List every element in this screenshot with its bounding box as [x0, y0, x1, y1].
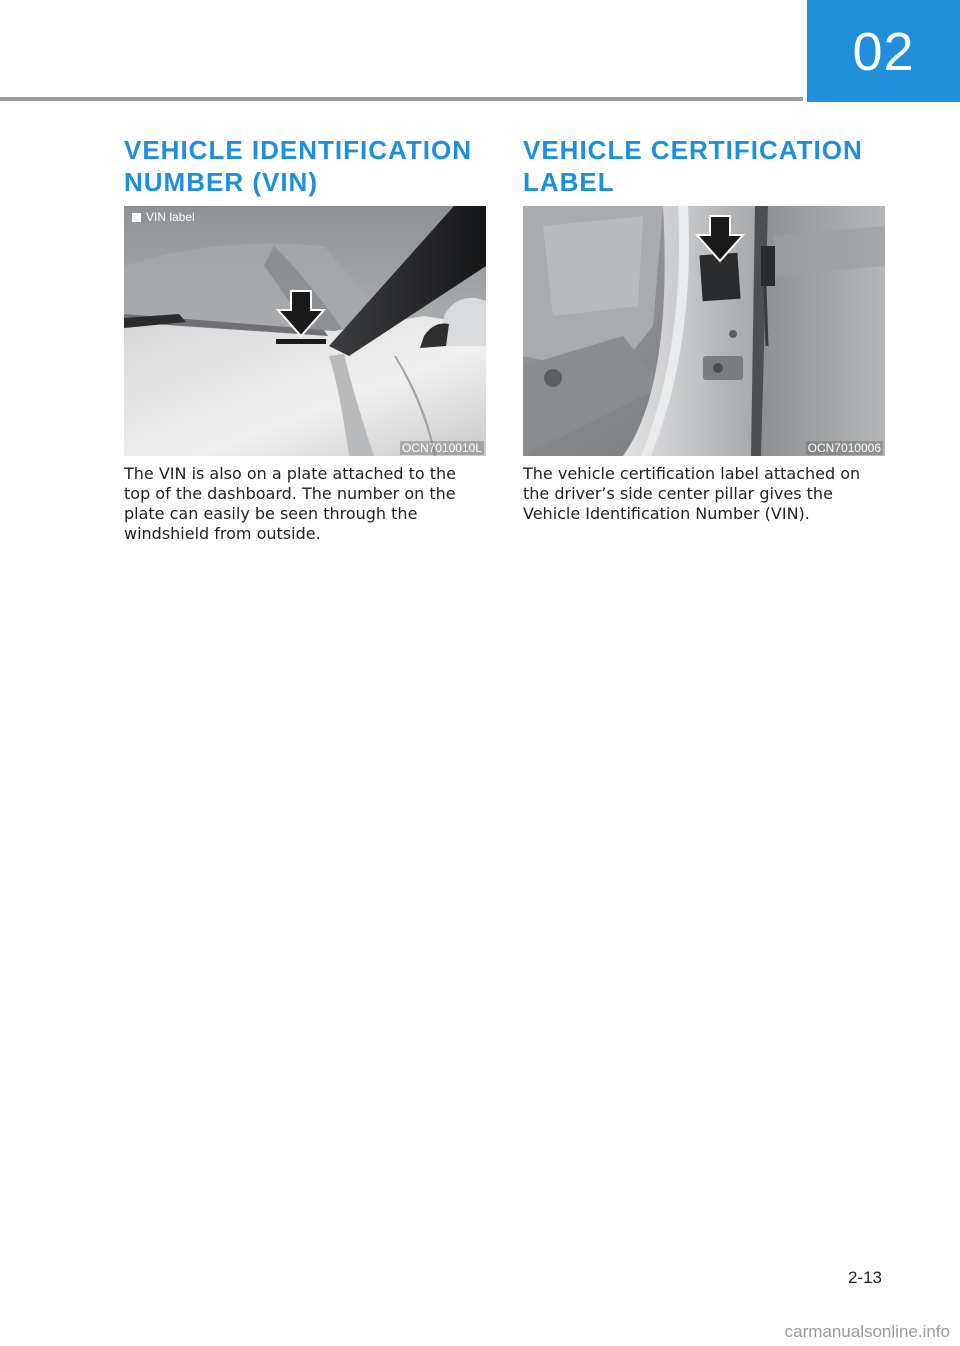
vin-heading-line2: NUMBER (VIN): [124, 167, 318, 197]
figure-caption: [132, 210, 195, 224]
certification-label-figure: [523, 206, 885, 456]
chapter-tab: [807, 0, 960, 102]
figure-code: OCN7010006: [807, 441, 881, 455]
vin-label-illustration: [124, 206, 486, 456]
square-bullet-icon: [132, 213, 141, 222]
certification-section-heading: [523, 134, 893, 198]
vin-heading-line1: VEHICLE IDENTIFICATION: [124, 135, 472, 165]
cert-heading-line1: VEHICLE CERTIFICATION: [523, 135, 863, 165]
vin-body-text: The VIN is also on a plate attached to the top of the dashboard. The number on the plate can easily be seen through the windshield from outside.: [124, 464, 456, 543]
vin-label-figure: [124, 206, 486, 456]
figure-code: OCN7010010L: [401, 441, 482, 455]
page-number: 2-13: [847, 1268, 882, 1287]
certification-body-text: The vehicle certification label attached on the driver’s side center pillar gives the Vehicle Identification Number (VIN).: [523, 464, 861, 523]
certification-label-illustration: [523, 206, 885, 456]
cert-heading-line2: LABEL: [523, 167, 615, 197]
chapter-number: 02: [852, 22, 915, 82]
vin-section-heading: [124, 134, 494, 198]
header-rule: [0, 97, 803, 101]
figure-caption-text: VIN label: [146, 210, 195, 224]
watermark: carmanualsonline.info: [784, 1322, 950, 1341]
